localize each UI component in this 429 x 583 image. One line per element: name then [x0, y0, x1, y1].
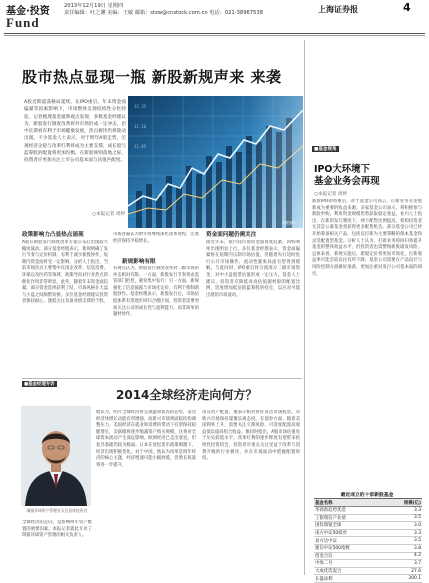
fund-name-cell: 大成优选混合	[314, 567, 385, 575]
fund-name-cell: 长盛添利	[314, 575, 385, 583]
table-header-size: 规模(亿)	[385, 499, 422, 507]
fund-name-cell: 创金合信	[314, 552, 385, 560]
header-editors: 责任编辑：叶之渊 美编：王敏 邮箱：stzw@cnstock.com.cn 电话：021-38967538	[64, 10, 263, 16]
fund-name-cell: 工银瑞信产业债	[314, 514, 385, 522]
fund-size-cell: 3.8	[385, 544, 422, 552]
lead-paragraph: A股近期震荡格局延续，在IPO重启、年末资金面偏紧等因素影响下，市场整体呈现结构性分化特征。记者梳理基金最新观点发现，多数基金经理认为，新股发行制度改革将对市场形成一定冲击，但中长期看有利于市场健康发展，热点板块仍将轮动出现。不少基金人士表示，对于明年A股走势，宏观经济企稳与改革红利将成为主要支撑，成长股与蓝筹股的配置将更加均衡。在新股规则落地之际，投资者应更加关注上市公司基本面与估值匹配度。	[24, 100, 126, 164]
fund-size-cell: 3.3	[385, 529, 422, 537]
svg-text:11.85: 11.85	[134, 144, 147, 149]
fund-name-cell: 建信中证500指数	[314, 544, 385, 552]
fund-name-cell: 南方中证50债券	[314, 529, 385, 537]
table-row	[314, 529, 422, 537]
fund-name-cell: 易方达中证	[314, 537, 385, 545]
portrait-caption: 瑞银环球资产管理亚太区首席投资官	[26, 508, 88, 513]
table-row	[314, 544, 422, 552]
lower-col2-text: 他认为，明年全球经济将呈现温和复苏的态势，发达经济体增长动能有所增强，而新兴市场则面临结构调整压力。美国经济在就业和消费的带动下有望保持稳健增长，美联储将逐步缩减资产购买规模，这将对全球资本流动产生深远影响。欧洲经济已走出衰退，但复苏基础仍较为脆弱。日本在宽松货币政策刺激下，经济出现积极变化。对于中国，他认为改革是明年经济的核心主题，经济增速可能小幅放缓，但增长质量将进一步提升。	[96, 410, 196, 468]
fund-size-cell: 3.0	[385, 522, 422, 530]
table-header-row	[314, 499, 422, 507]
market-chart-photo	[128, 96, 303, 228]
table-row	[314, 507, 422, 515]
fund-size-cell: 27.6	[385, 567, 422, 575]
table-row	[314, 552, 422, 560]
newspaper-name: 上海证券报	[318, 5, 358, 14]
interviewee-portrait	[21, 406, 91, 506]
table-row	[314, 575, 422, 583]
right-reporter: ○本报记者 周婷	[314, 192, 348, 197]
col3-text: 接近年末，银行间市场资金面再度趋紧，回购利率出现明显上行。多位基金经理表示，资金面偏紧将在短期内压制市场估值，但随着央行适时进行公开市场操作，流动性紧张局面有望得到缓解。与此同时，IPO重启将分流部分二级市场资金，对中小盘股票估值形成一定压力。基金人士建议，投资者应降低对高估值题材股的配置比例，适度增加低估值蓝筹股的持仓，以应对可能出现的市场波动。	[206, 240, 300, 298]
fund-table	[314, 498, 422, 583]
col2-heading: 新规影响有限	[122, 259, 156, 265]
table-row	[314, 560, 422, 568]
photo-credit: 本报图片	[282, 221, 296, 225]
fund-size-cell: 4.2	[385, 552, 422, 560]
fund-name-cell: 国投瑞银全球	[314, 522, 385, 530]
col2-text: 有观点认为，新股发行制度改革对二级市场的冲击相对有限。一方面，新股发行节奏将由监管部门把控，避免集中发行；另一方面，新规强化了信息披露与市场化定价，有利于抑制新股炒作。基金经理表示，新股发行后，市场估值体系有望逐步回归合理区间，投资者需要更加关注公司的成长性与盈利能力，而非简单的题材炒作。	[113, 266, 199, 318]
fund-name-cell: 华商新趋势优选	[314, 507, 385, 515]
lower-col1-text: 全球经济的走向，是影响明年资产配置的重要因素。本报记者就此专访了瑞银环球资产管理的相关负责人。	[22, 520, 92, 539]
right-column-tag: ■基金视角	[314, 147, 337, 152]
table-header-name: 基金名称	[314, 499, 385, 507]
fund-name-cell: 中海二号	[314, 560, 385, 568]
lead-reporter: ○本报记者 周婷	[92, 212, 126, 217]
main-headline: 股市热点显现一瓶 新股新规声来 来袭	[22, 68, 282, 86]
right-title-line2: 基金业务会再现	[314, 176, 380, 187]
svg-text:12.35: 12.35	[134, 104, 147, 109]
col3-heading: 资金面问题仍需关注	[206, 232, 257, 238]
right-column-text: 新股IPO即将重启，对于基金公司而言，打新业务有望重新成为重要的收益来源。多家基金公司表示，将积极参与新股申购，利用资金规模优势获取稳定收益。业内人士指出，在新的发行制度下，网下配售比例提高，机构投资者尤其是公募基金将获得更多配售机会。部分基金公司已经开始筹备相关产品，包括以打新为主要策略的保本基金和灵活配置型基金。分析人士认为，打新业务的回归将提升基金的整体收益水平，但投资者也需警惕新股破发风险。总体来看，新规实施后，新股定价将更加市场化，打新收益率可能会较以往有所下降，基金公司需要在产品设计与风险控制方面做好准备，更加注重对发行公司基本面的研究。	[312, 199, 422, 277]
lower-col3-text: 谈及资产配置，他表示相对看好发达市场股票，对新兴市场保持谨慎乐观态度。在债券方面，随着美国利率上升，需要关注久期风险，可适度配置高收益债以提高组合收益。他同时指出，A股市场估值处于历史较低水平，改革红利的逐步释放有望带来结构性投资机会，投资者可重点关注受益于改革与消费升级的行业板块，并在市场波动中把握配置时机。	[202, 410, 300, 462]
fund-table-title: 最近成立的十家新股基金	[340, 493, 394, 498]
fund-size-cell: 3.7	[385, 560, 422, 568]
section-title-en: Fund	[6, 15, 40, 30]
fund-size-cell: 3.3	[385, 507, 422, 515]
header-divider-thin	[4, 35, 425, 36]
table-row	[314, 537, 422, 545]
section-title: 基金·投资	[6, 6, 50, 17]
column-divider	[304, 40, 305, 575]
lower-section-title: 2014全球经济走向何方？	[116, 388, 258, 402]
svg-text:12.10: 12.10	[134, 124, 147, 129]
fund-size-cell: 3.5	[385, 514, 422, 522]
header-divider	[4, 33, 425, 34]
header-date: 2013年12月19日 星期四	[64, 3, 124, 9]
table-row	[314, 567, 422, 575]
fund-table-body	[314, 507, 422, 583]
page-number: 4	[403, 1, 411, 14]
table-row	[314, 514, 422, 522]
col2-text-intro: 市场普遍认为明年将继续深化改革进程，宏观经济保持平稳增长。	[113, 232, 199, 244]
portrait-photo	[21, 406, 91, 506]
section-divider	[22, 378, 302, 379]
header-info	[64, 3, 294, 17]
stock-chart-illustration	[128, 96, 303, 228]
fund-size-cell: 300.1	[385, 575, 422, 583]
col1-text: A股在新股发行制度改革方案公布后出现较大幅度波动。部分基金经理表示，新规明确了发行节奏与定价机制，有利于减少新股炒作，短期内资金面将受一定影响。分析人士指出，当前市场热点主要集中在国企改革、信息消费、环保以及医药等领域，政策导向对行业热点的催化作用非常明显。此外，随着年末资金面趋紧，部分资金选择获利了结，市场风格在大盘与小盘之间频繁切换。多位基金经理建议投资者保持耐心，逢低关注具备业绩支撑的个股。	[22, 240, 108, 305]
fund-size-cell: 3.5	[385, 537, 422, 545]
lower-section-tag: ■基金经理专访	[24, 382, 55, 387]
col1-heading: 政策影响力凸显热点涌现	[22, 232, 84, 238]
table-row	[314, 522, 422, 530]
right-title-line1: IPO大环境下	[314, 164, 370, 175]
